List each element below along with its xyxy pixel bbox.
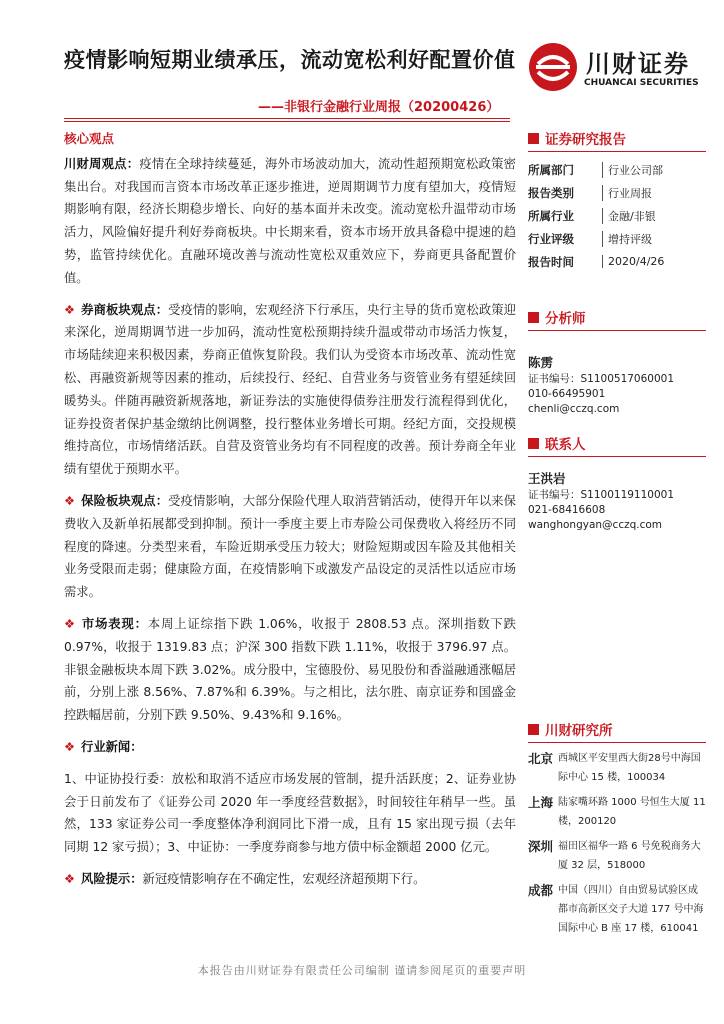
office-address: 中国（四川）自由贸易试验区成都市高新区交子大道 177 号中海国际中心 B 座 17 楼，610041	[558, 885, 704, 934]
broker-view-paragraph	[64, 299, 516, 481]
risk-warning-lead: 风险提示：	[81, 871, 143, 886]
analyst-email[interactable]: chenli@cczq.com	[528, 403, 620, 415]
weekly-view-lead: 川财周观点：	[64, 156, 140, 171]
diamond-bullet-icon: ❖	[64, 616, 76, 631]
office-city: 深圳	[528, 839, 554, 854]
office-address: 西城区平安里西大街28号中海国际中心 15 楼，100034	[558, 753, 701, 783]
diamond-bullet-icon: ❖	[64, 871, 76, 886]
industry-news-paragraph: 1、中证协投行委：放松和取消不适应市场发展的管制，提升活跃度；2、证券业协会于日前发布了《证券公司 2020 年一季度经营数据》，时间较往年稍早一些。虽然，133 家证券公司一季度整体净利润同比下滑一成，且有 15 家出现亏损（去年同期 12 家亏损）；3、中证协：一季度券商参与地方债中标金额超 2000 亿元。	[64, 771, 516, 855]
square-marker-icon	[528, 312, 539, 323]
meta-value: 行业公司部	[602, 162, 663, 178]
broker-view-lead: 券商板块观点：	[81, 302, 169, 317]
report-subtitle: ——非银行金融行业周报（20200426）	[258, 100, 500, 115]
industry-news-lead: 行业新闻：	[81, 739, 143, 754]
office-city: 成都	[528, 883, 554, 898]
report-meta-row	[528, 181, 706, 204]
square-marker-icon	[528, 133, 539, 144]
report-meta-row	[528, 227, 706, 250]
contact-phone: 021-68416608	[528, 504, 606, 516]
office-item	[528, 837, 706, 875]
insurance-view-paragraph	[64, 490, 516, 604]
meta-key: 所属部门	[528, 162, 574, 177]
meta-value: 行业周报	[602, 185, 652, 201]
office-item	[528, 749, 706, 787]
research-report-heading-text: 证券研究报告	[545, 132, 626, 148]
report-meta-list	[528, 158, 706, 273]
contact-cert: 证书编号：S1100119110001	[528, 489, 675, 501]
insurance-view-lead: 保险板块观点：	[81, 493, 169, 508]
meta-value: 2020/4/26	[602, 255, 664, 268]
logo-english-name: CHUANCAI SECURITIES	[584, 78, 699, 88]
report-meta-row	[528, 204, 706, 227]
office-address: 福田区福华一路 6 号免税商务大厦 32 层，518000	[558, 841, 701, 871]
report-title: 疫情影响短期业绩承压，流动宽松利好配置价值	[64, 48, 516, 72]
brand-logo	[528, 42, 698, 102]
weekly-view-paragraph	[64, 153, 516, 290]
meta-value: 金融/非银	[602, 208, 656, 224]
office-city: 北京	[528, 751, 554, 766]
analyst-heading-text: 分析师	[545, 311, 586, 327]
meta-key: 报告类别	[528, 185, 574, 200]
contact-heading-text: 联系人	[545, 437, 586, 453]
meta-key: 行业评级	[528, 231, 574, 246]
analyst-heading	[528, 307, 706, 331]
insurance-view-text: 受疫情影响，大部分保险代理人取消营销活动，使得开年以来保费收入及新单拓展都受到抑制。预计一季度主要上市寿险公司保费收入将经历不同程度的降速。分类型来看，车险近期承受压力较大；财险短期或因车险及其他相关业务受限而走弱；健康险方面，在疫情影响下或激发产品设定的灵活性以适应市场需求。	[64, 493, 516, 600]
office-item	[528, 881, 706, 938]
market-performance-paragraph	[64, 613, 516, 727]
institute-heading-text: 川财研究所	[545, 723, 613, 739]
office-city: 上海	[528, 795, 554, 810]
contact-name: 王洪岩	[528, 471, 566, 486]
logo-mark-icon	[528, 42, 578, 92]
diamond-bullet-icon: ❖	[64, 493, 76, 508]
header-divider	[64, 118, 510, 119]
office-list	[528, 749, 706, 938]
square-marker-icon	[528, 724, 539, 735]
analyst-cert: 证书编号：S1100517060001	[528, 373, 675, 385]
market-performance-lead: 市场表现：	[81, 616, 148, 631]
contact-heading	[528, 433, 706, 457]
diamond-bullet-icon: ❖	[64, 739, 76, 754]
research-report-heading	[528, 128, 706, 152]
report-meta-row	[528, 158, 706, 181]
risk-warning-text: 新冠疫情影响存在不确定性，宏观经济超预期下行。	[142, 871, 426, 886]
header-divider-secondary	[64, 121, 510, 122]
office-item	[528, 793, 706, 831]
logo-chinese-name: 川财证券	[586, 50, 690, 78]
page-footer-disclaimer: 本报告由川财证券有限责任公司编制 谨请参阅尾页的重要声明	[197, 964, 527, 977]
diamond-bullet-icon: ❖	[64, 302, 76, 317]
core-views-column	[64, 128, 516, 900]
broker-view-text: 受疫情的影响，宏观经济下行承压，央行主导的货币宽松政策迎来深化，逆周期调节进一步加码，流动性宽松预期持续升温或带动市场活力恢复，市场陆续迎来积极因素，券商正值恢复阶段。我们认为受资本市场改革、流动性宽松、再融资新规等因素的推动，后续投行、经纪、自营业务与资管业务有望延续回暖势头。伴随再融资新规落地，新证券法的实施使得债券注册发行流程得到优化，证券投资者保护基金缴纳比例调整，投行整体业务增长可期。经纪方面，交投规模维持高位，市场情绪活跃。自营及资管业务均有不同程度的改善。预计券商全年业绩有望优于预期水平。	[64, 302, 516, 477]
core-views-heading: 核心观点	[64, 131, 115, 146]
analyst-name: 陈雳	[528, 355, 554, 370]
institute-heading	[528, 719, 706, 743]
meta-key: 报告时间	[528, 254, 574, 269]
weekly-view-text: 疫情在全球持续蔓延，海外市场波动加大，流动性超预期宽松政策密集出台。对我国而言资本市场改革正逐步推进，逆周期调节力度有望加大，疫情短期影响有限，经济长期稳步增长、向好的基本面并未改变。流动宽松升温带动市场活力，风险偏好提升利好券商板块。中长期来看，资本市场开放具备稳中提速的趋势，监管持续优化。直融环境改善与流动性宽松双重效应下，券商更具备配置价值。	[64, 156, 516, 285]
report-meta-row	[528, 250, 706, 273]
sidebar-info-column	[528, 128, 706, 944]
analyst-phone: 010-66495901	[528, 388, 606, 400]
contact-email[interactable]: wanghongyan@cczq.com	[528, 519, 663, 531]
market-performance-text: 本周上证综指下跌 1.06%，收报于 2808.53 点。深圳指数下跌 0.97%，收报于 1319.83 点；沪深 300 指数下跌 1.11%，收报于 3796.97 点。非银金融板块本周下跌 3.02%。成分股中，宝德股份、易见股份和香溢融通涨幅居前，分别上涨 8.56%、7.87%和 6.39%。与之相比，法尔胜、南京证券和国盛金控跌幅居前，分别下跌 9.50%、9.43%和 9.16%。	[64, 616, 517, 723]
industry-news-heading-line	[64, 736, 516, 759]
meta-value: 增持评级	[602, 231, 652, 247]
risk-warning-paragraph	[64, 868, 516, 891]
office-address: 陆家嘴环路 1000 号恒生大厦 11 楼，200120	[558, 797, 706, 827]
meta-key: 所属行业	[528, 208, 574, 223]
square-marker-icon	[528, 438, 539, 449]
